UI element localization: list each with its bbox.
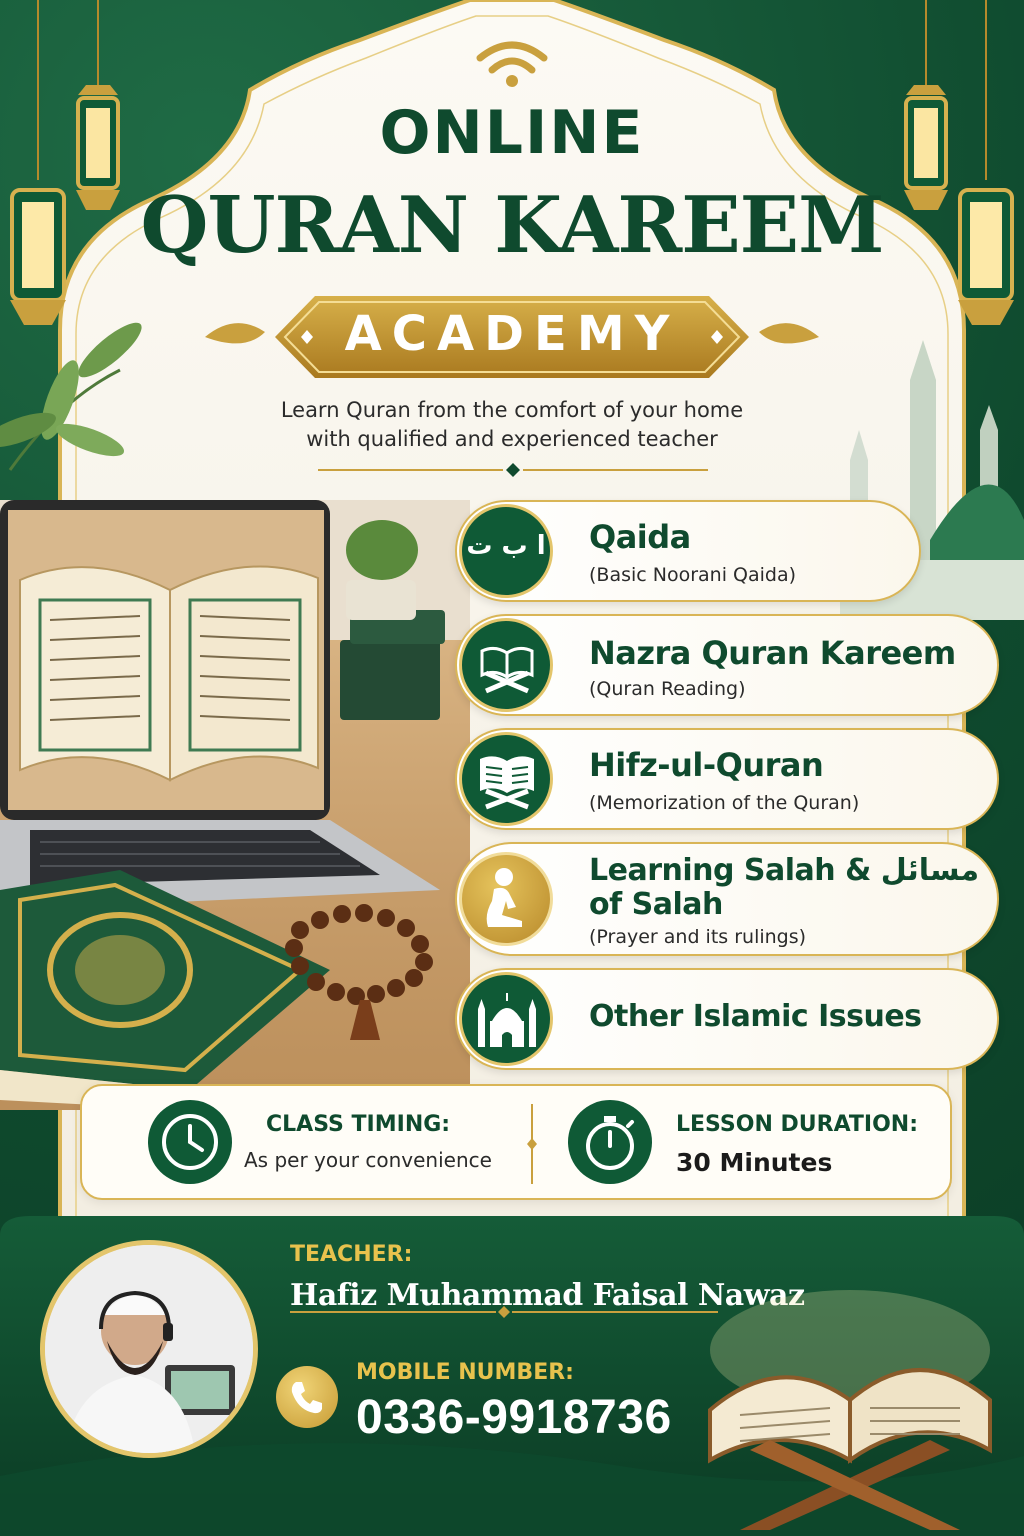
teacher-name: Hafiz Muhammad Faisal Nawaz — [290, 1278, 805, 1313]
course-subtitle: (Quran Reading) — [589, 678, 746, 700]
tagline-line-1: Learn Quran from the comfort of your home — [280, 398, 744, 422]
tagline-line-2: with qualified and experienced teacher — [306, 427, 718, 451]
stopwatch-icon — [568, 1100, 652, 1184]
praying-person-icon — [459, 852, 553, 946]
course-hifz[interactable] — [455, 728, 999, 830]
course-qaida[interactable] — [455, 500, 921, 602]
course-title: Qaida — [589, 518, 691, 556]
course-nazra[interactable] — [455, 614, 999, 716]
wifi-icon — [472, 38, 552, 88]
course-title: Nazra Quran Kareem — [589, 634, 956, 672]
class-timing-label: CLASS TIMING: — [266, 1112, 451, 1137]
illustration-laptop-quran — [0, 310, 470, 1110]
separator — [526, 1104, 538, 1184]
class-timing-value: As per your convenience — [244, 1148, 492, 1172]
academy-label: ACADEMY — [344, 306, 680, 362]
open-quran-icon — [459, 732, 553, 826]
lesson-duration-label: LESSON DURATION: — [676, 1112, 919, 1137]
clock-icon — [148, 1100, 232, 1184]
mobile-label: MOBILE NUMBER: — [356, 1360, 574, 1385]
course-title: Hifz-ul-Quran — [589, 746, 824, 784]
lesson-duration-value: 30 Minutes — [676, 1148, 833, 1177]
course-subtitle: (Prayer and its rulings) — [589, 926, 807, 948]
title-quran-kareem: QURAN KAREEM — [140, 180, 884, 271]
plant-leaves-icon — [0, 315, 148, 470]
phone-icon[interactable] — [276, 1366, 338, 1428]
course-subtitle: (Basic Noorani Qaida) — [589, 564, 797, 586]
title-online: ONLINE — [379, 98, 645, 168]
course-title-line-2: of Salah — [589, 887, 723, 922]
course-title: Other Islamic Issues — [589, 999, 922, 1034]
course-other[interactable] — [455, 968, 999, 1070]
timing-box — [80, 1084, 952, 1200]
teacher-label: TEACHER: — [290, 1242, 413, 1267]
quran-on-stand-icon — [459, 618, 553, 712]
quran-on-rehal-icon — [700, 1290, 1000, 1530]
course-salah[interactable] — [455, 842, 999, 956]
mosque-icon — [459, 972, 553, 1066]
arabic-letters-icon: ا ب ت — [459, 504, 553, 598]
mobile-number[interactable]: 0336-9918736 — [356, 1391, 672, 1444]
course-subtitle: (Memorization of the Quran) — [589, 792, 860, 814]
teacher-avatar — [40, 1240, 258, 1458]
course-title-line-1: Learning Salah & مسائل — [589, 853, 980, 888]
